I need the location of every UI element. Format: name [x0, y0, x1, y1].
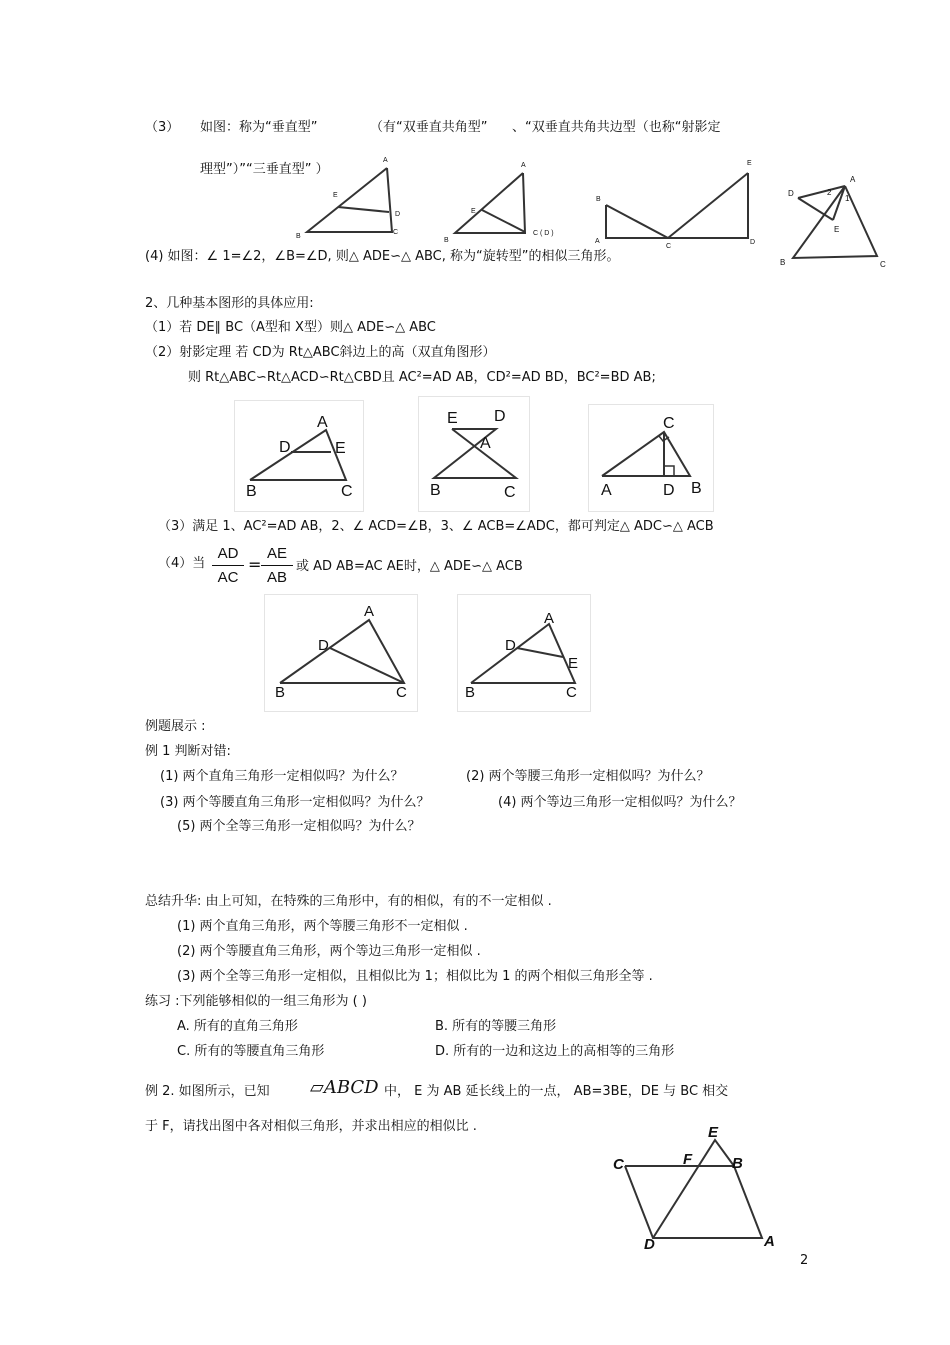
page-number: 2 [800, 1253, 809, 1268]
figP-label-f: F [683, 1151, 693, 1168]
example1-q2: (2) 两个等腰三角形一定相似吗？为什么？ [466, 769, 710, 784]
figure-similar-2 [457, 594, 592, 710]
frac2-denominator: AB [266, 569, 287, 586]
section3-line2: 理型”）”“三垂直型” ） [200, 162, 329, 177]
section3-line1b: （有“双垂直共角型” [370, 120, 488, 135]
section3-line1c: 、“双垂直共角共边型（也称“射影定 [512, 120, 721, 135]
figure-vertical-type-2 [440, 150, 570, 245]
fig4-label-b: B [780, 258, 786, 267]
frac1-denominator: AC [217, 569, 239, 586]
figP-label-e: E [708, 1124, 719, 1141]
fig1-label-d: D [395, 211, 401, 218]
figure-rotation-type [778, 168, 893, 273]
fig3-label-b: B [596, 196, 601, 203]
figA-label-d: D [279, 439, 291, 456]
fig1-label-b: B [296, 233, 301, 240]
fig4-label-d: D [788, 189, 794, 198]
figS2-label-a: A [544, 610, 555, 627]
frac2-numerator: AE [266, 545, 287, 562]
fig2-label-a: A [521, 162, 526, 169]
practice-option-d: D. 所有的一边和这边上的高相等的三角形 [435, 1044, 675, 1059]
figR-label-d: D [663, 482, 675, 499]
example1-q5: (5) 两个全等三角形一定相似吗？为什么？ [177, 819, 421, 834]
figure-vertical-type-1 [290, 150, 420, 245]
figS1-label-b: B [275, 684, 286, 701]
fig2-label-c: C ( D ) [533, 230, 554, 237]
practice-option-b: B. 所有的等腰三角形 [435, 1019, 557, 1034]
figX-label-b: B [430, 482, 441, 499]
figP-label-c: C [613, 1156, 624, 1173]
fig4-label-e: E [834, 225, 840, 234]
part2-item1: （1）若 DE∥ BC（A型和 X型）则△ ADE∽△ ABC [145, 320, 436, 335]
part2-item3: （3）满足 1、AC²=AD AB，2、∠ ACD=∠B，3、∠ ACB=∠ADC，都可判定△ ADC∽△ ACB [158, 519, 714, 534]
practice-question: 练习 :下列能够相似的一组三角形为 ( ) [145, 994, 367, 1009]
equals-sign: = [248, 555, 262, 574]
fig2-label-e: E [471, 208, 476, 215]
figA-label-c: C [341, 483, 353, 500]
figX-label-d: D [494, 408, 506, 425]
fig1-label-a: A [383, 157, 388, 164]
figR-label-c: C [663, 415, 675, 432]
section4-text: (4) 如图：∠ 1=∠2，∠B=∠D, 则△ ADE∽△ ABC, 称为“旋转型”的相似三角形。 [145, 249, 620, 264]
figS2-label-e: E [568, 655, 579, 672]
figure-parallelogram [605, 1122, 790, 1257]
figure-three-perpendicular [590, 155, 765, 250]
fraction-ae-ab [261, 545, 293, 586]
figure-similar-1 [264, 594, 419, 710]
example2-line1a: 例 2. 如图所示，已知 [145, 1084, 270, 1099]
example1-q4: (4) 两个等边三角形一定相似吗？为什么？ [498, 795, 742, 810]
fig3-label-c: C [666, 243, 672, 250]
part2-title: 2、几种基本图形的具体应用: [145, 296, 314, 311]
figS1-label-d: D [318, 637, 329, 654]
section3-line1a: 如图：称为“垂直型” [200, 120, 318, 135]
example1-q1: (1) 两个直角三角形一定相似吗？为什么？ [160, 769, 404, 784]
examples-heading: 例题展示 : [145, 719, 206, 734]
example2-line2: 于 F，请找出图中各对相似三角形，并求出相应的相似比 . [145, 1119, 477, 1134]
summary-s1: (1) 两个直角三角形，两个等腰三角形不一定相似 . [177, 919, 468, 934]
section3-number: （3） [145, 120, 180, 135]
figP-label-b: B [732, 1155, 743, 1172]
figP-label-a: A [764, 1233, 775, 1250]
fig4-label-c: C [880, 260, 886, 269]
fig3-label-e: E [747, 160, 752, 167]
figS2-label-b: B [465, 684, 476, 701]
fig3-label-d: D [750, 239, 756, 246]
part2-item2b: 则 Rt△ABC∽Rt△ACD∽Rt△CBD且 AC²=AD AB，CD²=AD BD，BC²=BD AB; [188, 370, 656, 385]
part2-item4-pre: （4）当 [158, 556, 206, 571]
figR-label-b: B [691, 480, 702, 497]
summary-s3: (3) 两个全等三角形一定相似，且相似比为 1；相似比为 1 的两个相似三角形全等 . [177, 969, 653, 984]
example1-q3: (3) 两个等腰直角三角形一定相似吗？为什么？ [160, 795, 430, 810]
parallelogram-symbol: ▱ABCD [310, 1077, 379, 1098]
figP-label-d: D [644, 1236, 655, 1253]
fig4-label-a: A [850, 175, 856, 184]
part2-item4-post: 或 AD AB=AC AE时，△ ADE∽△ ACB [296, 559, 523, 574]
figX-label-e: E [447, 410, 458, 427]
practice-option-c: C. 所有的等腰直角三角形 [177, 1044, 325, 1059]
example1-title: 例 1 判断对错: [145, 744, 231, 759]
figS1-label-a: A [364, 603, 375, 620]
fig3-label-a: A [595, 238, 600, 245]
figA-label-e: E [335, 440, 346, 457]
figA-label-b: B [246, 483, 257, 500]
figS2-label-d: D [505, 637, 516, 654]
figX-label-a: A [480, 435, 491, 452]
fraction-ad-ac [212, 545, 244, 586]
figA-label-a: A [317, 414, 328, 431]
figure-x-type [418, 396, 528, 510]
figR-label-a: A [601, 482, 612, 499]
practice-option-a: A. 所有的直角三角形 [177, 1019, 298, 1034]
summary-title: 总结升华: 由上可知，在特殊的三角形中，有的相似，有的不一定相似 . [145, 894, 552, 909]
figure-a-type [234, 400, 364, 510]
figX-label-c: C [504, 484, 516, 501]
figure-projection [588, 404, 713, 510]
figS2-label-c: C [566, 684, 577, 701]
example2-line1b: 中， E 为 AB 延长线上的一点， AB=3BE，DE 与 BC 相交 [384, 1084, 729, 1099]
fig2-label-b: B [444, 237, 449, 244]
fig4-label-2: 2 [827, 188, 832, 197]
part2-item2: （2）射影定理 若 CD为 Rt△ABC斜边上的高（双直角图形） [145, 345, 496, 360]
fig4-label-1: 1 [845, 194, 850, 203]
fig1-label-c: C [393, 229, 399, 236]
summary-s2: (2) 两个等腰直角三角形，两个等边三角形一定相似 . [177, 944, 481, 959]
figS1-label-c: C [396, 684, 407, 701]
frac1-numerator: AD [217, 545, 239, 562]
fig1-label-e: E [333, 192, 338, 199]
